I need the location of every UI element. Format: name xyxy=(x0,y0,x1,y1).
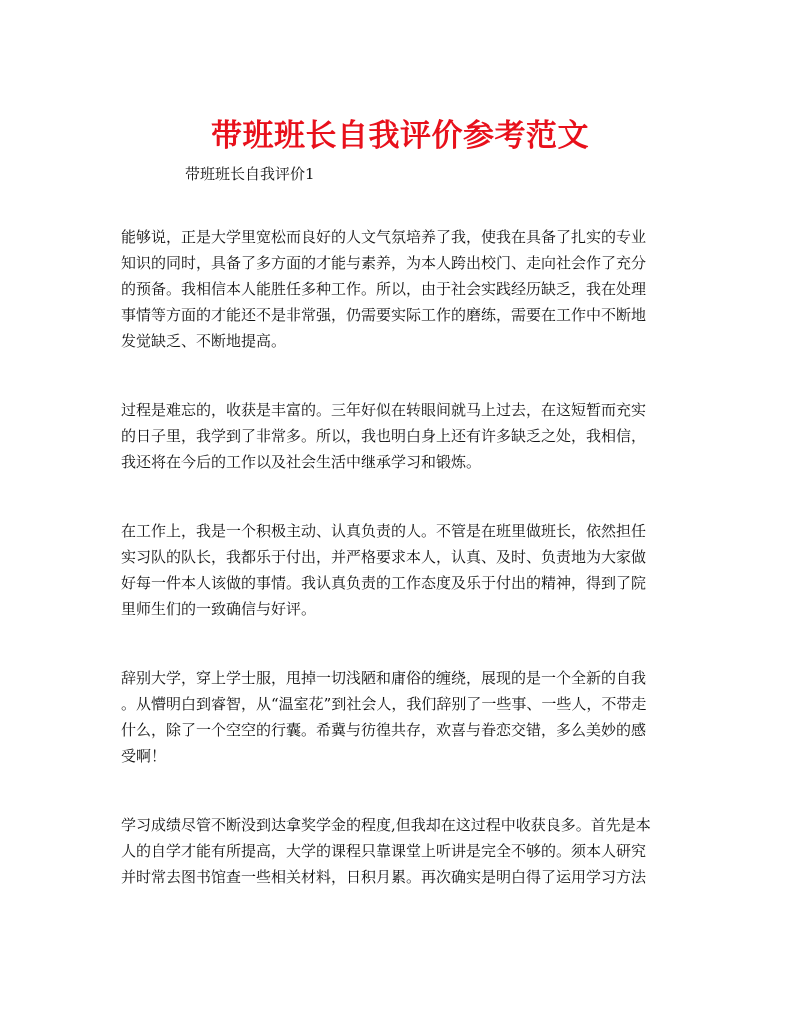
paragraph-line: 在工作上，我是一个积极主动、认真负责的人。不管是在班里做班长，依然担任 xyxy=(121,522,647,540)
paragraph-line: 人的自学才能有所提高，大学的课程只靠课堂上听讲是完全不够的。须本人研究 xyxy=(121,842,647,860)
paragraph-line: 。从懵明白到睿智，从“温室花”到社会人，我们辞别了一些事、一些人，不带走 xyxy=(121,695,647,713)
paragraph-4 xyxy=(121,665,677,769)
paragraph-5 xyxy=(121,812,677,890)
paragraph-line: 并时常去图书馆查一些相关材料，日积月累。再次确实是明白得了运用学习方法 xyxy=(121,868,647,886)
paragraph-line: 里师生们的一致确信与好评。 xyxy=(121,600,317,618)
paragraph-3 xyxy=(121,518,677,622)
paragraph-line: 能够说，正是大学里宽松而良好的人文气氛培养了我，使我在具备了扎实的专业 xyxy=(121,228,647,246)
document-subtitle: 带班班长自我评价1 xyxy=(185,165,315,183)
document-body xyxy=(121,224,677,933)
paragraph-line: 辞别大学，穿上学士服，甩掉一切浅陋和庸俗的缠绕，展现的是一个全新的自我 xyxy=(121,669,647,687)
paragraph-line: 知识的同时，具备了多方面的才能与素养，为本人跨出校门、走向社会作了充分 xyxy=(121,254,647,272)
paragraph-line: 什么，除了一个空空的行囊。希冀与彷徨共存，欢喜与眷恋交错，多么美妙的感 xyxy=(121,721,647,739)
paragraph-line: 的预备。我相信本人能胜任多种工作。所以，由于社会实践经历缺乏，我在处理 xyxy=(121,280,647,298)
paragraph-line: 学习成绩尽管不断没到达拿奖学金的程度,但我却在这过程中收获良多。首先是本 xyxy=(121,816,651,834)
document-title: 带班班长自我评价参考范文 xyxy=(211,118,589,154)
paragraph-line: 过程是难忘的，收获是丰富的。三年好似在转眼间就马上过去，在这短暂而充实 xyxy=(121,401,647,419)
paragraph-line: 事情等方面的才能还不是非常强，仍需要实际工作的磨练，需要在工作中不断地 xyxy=(121,306,647,324)
paragraph-line: 我还将在今后的工作以及社会生活中继承学习和锻炼。 xyxy=(121,453,482,471)
paragraph-line: 好每一件本人该做的事情。我认真负责的工作态度及乐于付出的精神，得到了院 xyxy=(121,574,647,592)
paragraph-2 xyxy=(121,397,677,475)
paragraph-line: 实习队的队长，我都乐于付出，并严格要求本人，认真、及时、负责地为大家做 xyxy=(121,548,647,566)
paragraph-line: 发觉缺乏、不断地提高。 xyxy=(121,332,287,350)
paragraph-line: 的日子里，我学到了非常多。所以，我也明白身上还有许多缺乏之处，我相信， xyxy=(121,427,647,445)
paragraph-line: 受啊！ xyxy=(121,747,167,765)
paragraph-1 xyxy=(121,224,677,354)
